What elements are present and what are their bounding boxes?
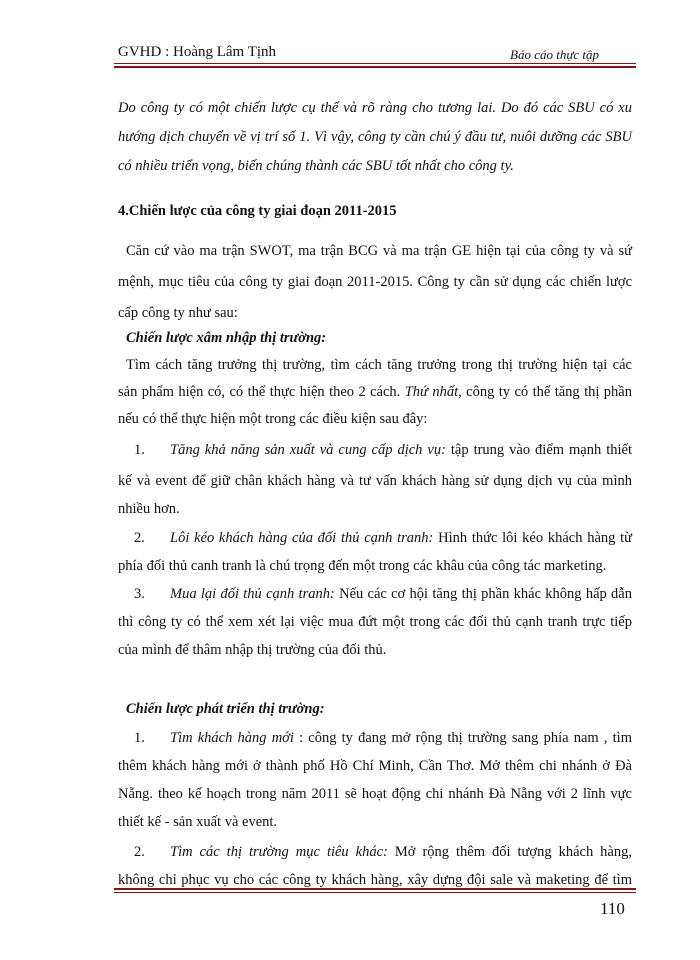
text-line: cấp công ty như sau:: [118, 305, 238, 321]
text-line: Do công ty có một chiến lược cụ thể và rõ ràng cho tương lai. Do đó các SBU có xu: [118, 100, 632, 116]
text-line: [118, 842, 632, 870]
list-number: 3.: [134, 586, 145, 602]
text-line: mệnh, mục tiêu của công ty giai đoạn 2011-2015. Công ty cần sử dụng các chiến lược: [118, 274, 632, 290]
text-span: Hình thức lôi kéo khách hàng từ: [433, 530, 633, 546]
text-line: Nẵng. theo kế hoạch trong năm 2011 sẽ hoạt động chi nhánh Đà Nẵng với 2 lĩnh vực: [118, 786, 632, 802]
header-rule: [114, 63, 636, 68]
emphasis-span: Thứ nhất: [404, 384, 459, 400]
text-line: [118, 728, 632, 756]
text-line: thì công ty có thể xem xét lại việc mua đứt một trong các đối thủ cạnh tranh trực tiếp: [118, 614, 632, 630]
list-number: 1.: [134, 442, 145, 458]
instructor-label: GVHD : Hoàng Lâm Tịnh: [118, 44, 277, 60]
text-line: Căn cứ vào ma trận SWOT, ma trận BCG và ma trận GE hiện tại của công ty và sứ: [126, 243, 632, 259]
text-line: phía đối thủ canh tranh là chú trọng đến một trong các khâu của công tác marketing.: [118, 558, 607, 574]
list-item: [118, 584, 632, 668]
text-line: [118, 156, 632, 185]
list-number: 2.: [134, 844, 145, 860]
intro-paragraph: [118, 98, 632, 185]
list-item: [118, 728, 632, 842]
text-line: Tìm cách tăng trưởng thị trường, tìm cách tăng trưởng trong thị trường hiện tại các: [126, 357, 632, 373]
section-intro: [118, 241, 632, 328]
section-heading: 4.Chiến lược của công ty giai đoạn 2011-2015: [118, 203, 397, 219]
list-number: 2.: [134, 530, 145, 546]
text-line: của mình để thâm nhập thị trường của đối thủ.: [118, 642, 387, 658]
text-span: tập trung vào điểm mạnh thiết: [445, 442, 632, 458]
text-line: nếu có thể thực hiện một trong các điều kiện sau đây:: [118, 411, 428, 427]
text-span: , công ty có thể tăng thị phần: [458, 384, 632, 400]
text-line: hướng dịch chuyển về vị trí số 1. Vì vậy, công ty cần chú ý đầu tư, nuôi dưỡng các SBU: [118, 129, 632, 145]
text-line: nhiều hơn.: [118, 501, 180, 517]
text-span: có nhiều triển vọng, biến chúng thành các SBU tốt nhất cho công ty.: [118, 158, 514, 174]
list-label: Mua lại đối thủ cạnh tranh:: [170, 586, 335, 602]
text-span: Nếu các cơ hội tăng thị phần khác không hấp dẫn: [334, 586, 632, 602]
page-body: [118, 98, 632, 898]
text-line: [118, 528, 632, 556]
text-line: thêm khách hàng mới ở thành phố Hồ Chí Minh, Cần Thơ. Mở thêm chi nhánh ở Đà: [118, 758, 632, 774]
text-line: không chỉ phục vụ cho các công ty khách hàng, xây dựng đội sale và maketing để tìm: [118, 872, 632, 888]
report-title: Báo cáo thực tập: [510, 47, 600, 62]
list-label: Lôi kéo khách hàng của đối thủ cạnh tranh:: [170, 530, 434, 546]
text-span: : công ty đang mở rộng thị trường sang phía nam , tìm: [293, 730, 632, 746]
text-line: [118, 382, 632, 409]
text-line: kế và event để giữ chân khách hàng và tư vấn khách hàng sử dụng dịch vụ của mình: [118, 473, 632, 489]
strategy-1-title: Chiến lược xâm nhập thị trường:: [126, 330, 327, 346]
list-item: [118, 440, 632, 528]
text-span: Mở rộng thêm đối tượng khách hàng,: [387, 844, 632, 860]
text-line: [118, 584, 632, 612]
text-span: sản phẩm hiện có, có thể thực hiện theo 2 cách.: [118, 384, 405, 400]
text-line: [118, 440, 632, 471]
list-item: [118, 528, 632, 584]
strategy-2-title: Chiến lược phát triển thị trường:: [126, 701, 325, 717]
text-line: thiết kế - sản xuất và event.: [118, 814, 278, 830]
footer-rule: [114, 888, 636, 893]
page-number: 110: [600, 899, 625, 918]
list-label: Tìm khách hàng mới: [170, 730, 294, 746]
list-number: 1.: [134, 730, 145, 746]
list-label: Tìm các thị trường mục tiêu khác:: [170, 844, 388, 860]
list-label: Tăng khả năng sản xuất và cung cấp dịch vụ:: [170, 442, 446, 458]
